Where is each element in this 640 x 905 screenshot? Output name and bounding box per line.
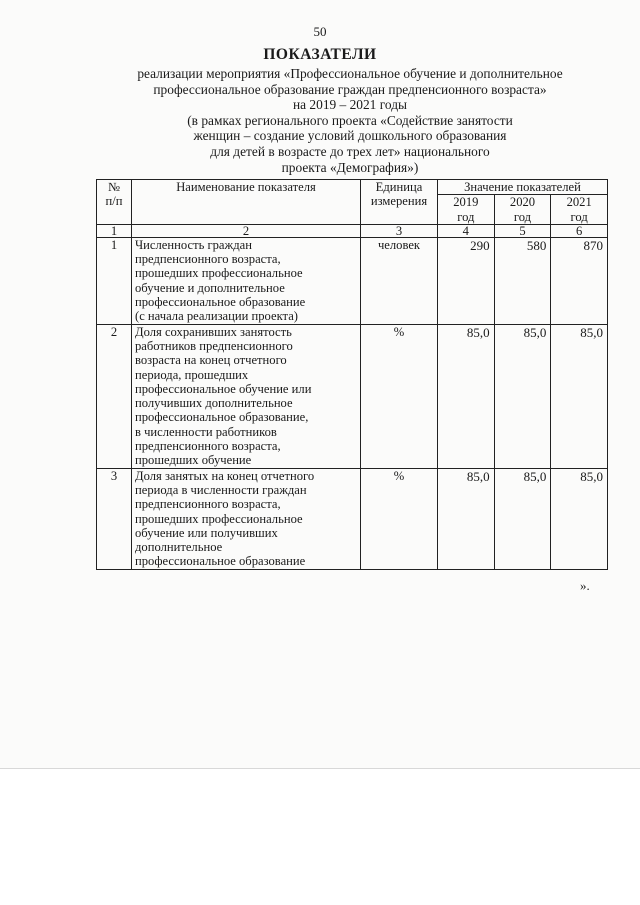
header-indicator-name: Наименование показателя (132, 180, 361, 225)
header-year (438, 195, 495, 225)
header-values: Значение показателей (438, 180, 608, 195)
indicator-name-line: профессиональное образование, (135, 410, 309, 425)
indicator-value-2019: 85,0 (438, 468, 495, 569)
indicator-name (132, 237, 361, 324)
heading-line: профессиональное образование граждан предпенсионного возраста» (153, 81, 547, 97)
indicator-value-2020: 580 (494, 237, 551, 324)
column-number: 4 (438, 224, 495, 237)
heading-line: на 2019 – 2021 годы (292, 97, 408, 113)
indicator-name-line: обучение и дополнительное (135, 280, 285, 295)
indicator-name-line: возраста на конец отчетного (135, 353, 287, 368)
column-number: 6 (551, 224, 608, 237)
indicator-value-2021: 85,0 (551, 468, 608, 569)
indicator-value-2021: 870 (551, 237, 608, 324)
header-unit-line: измерения (370, 194, 428, 209)
indicator-name (132, 324, 361, 468)
column-number: 1 (97, 224, 132, 237)
header-number-line: п/п (105, 194, 123, 209)
indicator-value-2020: 85,0 (494, 468, 551, 569)
table-row (97, 237, 608, 324)
row-number: 3 (97, 468, 132, 569)
indicator-name-line: периода в численности граждан (135, 482, 307, 497)
indicator-name-line: дополнительное (135, 540, 223, 555)
header-year (494, 195, 551, 225)
indicator-name-line: обучение или получивших (135, 525, 278, 540)
indicator-name-line: профессиональное образование (135, 554, 306, 569)
document-heading (100, 66, 600, 175)
document-title: ПОКАЗАТЕЛИ (263, 46, 377, 63)
heading-line: для детей в возрасте до трех лет» национального (210, 143, 490, 159)
indicator-name-line: (с начала реализации проекта) (135, 309, 298, 324)
table-header-row (97, 180, 608, 195)
page-number: 50 (313, 24, 327, 39)
indicator-name-line: прошедших обучение (135, 453, 252, 468)
indicator-name-line: профессиональное образование (135, 295, 306, 310)
column-number: 5 (494, 224, 551, 237)
heading-line: проекта «Демография») (281, 159, 419, 175)
table-row (97, 468, 608, 569)
indicators-table (96, 179, 608, 570)
indicator-value-2021: 85,0 (551, 324, 608, 468)
indicator-value-2019: 85,0 (438, 324, 495, 468)
indicator-name-line: предпенсионного возраста, (135, 439, 281, 454)
table-row (97, 324, 608, 468)
indicator-name-line: прошедших профессиональное (135, 266, 303, 281)
indicator-name-line: профессиональное обучение или (135, 381, 312, 396)
header-year-value: 2021 (566, 195, 592, 210)
header-year-value: 2020 (509, 195, 536, 210)
column-number: 2 (132, 224, 361, 237)
indicator-name (132, 468, 361, 569)
header-year (551, 195, 608, 225)
indicator-name-line: получивших дополнительное (135, 396, 293, 411)
heading-line: (в рамках регионального проекта «Содействие занятости (187, 112, 513, 128)
indicator-unit: % (361, 324, 438, 468)
indicator-unit: человек (361, 237, 438, 324)
indicator-name-line: предпенсионного возраста, (135, 252, 281, 267)
indicator-name-line: прошедших профессиональное (135, 511, 303, 526)
header-year-unit: год (513, 209, 532, 224)
row-number: 2 (97, 324, 132, 468)
indicator-name-line: в численности работников (135, 424, 277, 439)
indicator-name-line: Доля сохранивших занятость (135, 324, 292, 339)
closing-quote-mark: ». (580, 578, 590, 593)
indicator-value-2019: 290 (438, 237, 495, 324)
column-number: 3 (361, 224, 438, 237)
indicator-name-line: предпенсионного возраста, (135, 497, 281, 512)
heading-line: реализации мероприятия «Профессиональное обучение и дополнительное (137, 66, 563, 81)
header-unit (361, 180, 438, 225)
indicator-value-2020: 85,0 (494, 324, 551, 468)
indicator-name-line: периода, прошедших (135, 367, 249, 382)
header-year-unit: год (457, 209, 475, 224)
indicator-unit: % (361, 468, 438, 569)
header-year-value: 2019 (453, 195, 479, 210)
indicator-name-line: работников предпенсионного (135, 338, 293, 353)
header-year-unit: год (570, 209, 588, 224)
row-number: 1 (97, 237, 132, 324)
header-number (97, 180, 132, 225)
indicator-name-line: Численность граждан (135, 237, 252, 252)
indicator-name-line: Доля занятых на конец отчетного (135, 468, 315, 483)
heading-line: женщин – создание условий дошкольного образования (193, 128, 507, 144)
column-number-row (97, 224, 608, 237)
header-unit-line: Единица (375, 180, 423, 194)
header-number-line: № (107, 180, 121, 194)
